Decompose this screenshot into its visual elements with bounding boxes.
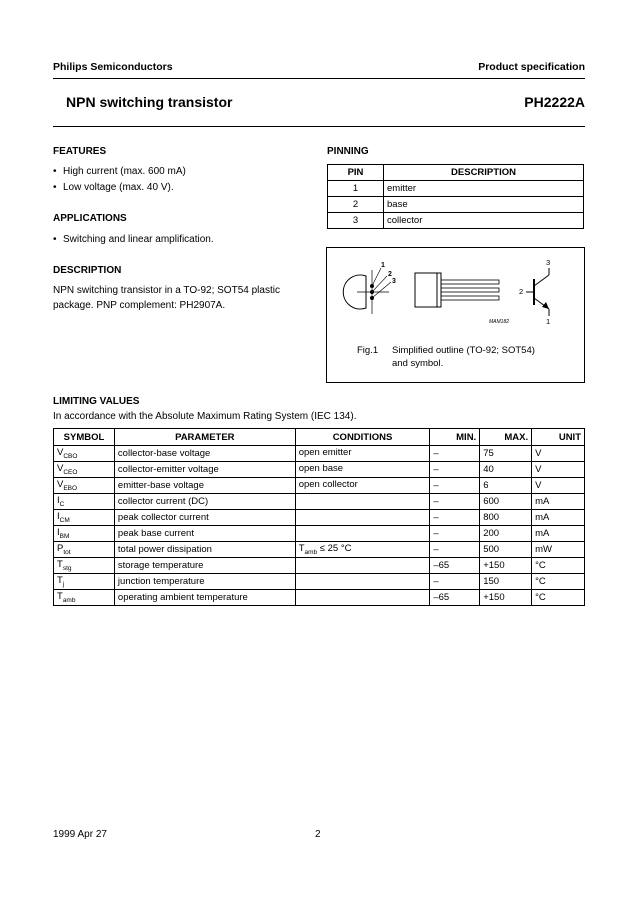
pin-label: 1	[381, 262, 385, 269]
parameter-cell: junction temperature	[114, 574, 295, 590]
parameter-cell: collector-base voltage	[114, 446, 295, 462]
symbol-letter: V	[57, 447, 64, 459]
features-heading: FEATURES	[53, 146, 107, 157]
parameter-cell: peak base current	[114, 526, 295, 542]
table-row	[54, 462, 585, 478]
parameter-cell: emitter-base voltage	[114, 478, 295, 494]
table-row	[328, 213, 584, 229]
condition-text: open collector	[298, 479, 358, 491]
unit-cell: °C	[532, 558, 585, 574]
package-flat	[437, 273, 441, 307]
unit-cell: °C	[532, 574, 585, 590]
symbol-cell	[54, 478, 115, 494]
parameter-cell: operating ambient temperature	[114, 590, 295, 606]
pin-number: 2	[328, 197, 384, 213]
unit-cell: mA	[532, 510, 585, 526]
condition-text: ≤ 25 °C	[317, 543, 352, 555]
min-cell: –	[430, 446, 480, 462]
table-row	[54, 494, 585, 510]
table-row	[54, 542, 585, 558]
symbol-letter: V	[57, 479, 64, 491]
parameter-cell: storage temperature	[114, 558, 295, 574]
symbol-cell	[54, 510, 115, 526]
symbol-letter: I	[57, 511, 60, 523]
min-column-header: MIN.	[430, 429, 480, 446]
symbol-subscript: BM	[59, 532, 70, 540]
condition-text: open emitter	[298, 447, 352, 459]
max-cell: 200	[480, 526, 532, 542]
conditions-cell	[295, 558, 430, 574]
application-item: • Switching and linear amplification.	[53, 234, 214, 245]
symbol-cell	[54, 590, 115, 606]
min-cell: –65	[430, 590, 480, 606]
parameter-cell: collector current (DC)	[114, 494, 295, 510]
figure-box	[326, 247, 585, 383]
conditions-cell	[295, 462, 430, 478]
symbol-subscript: CEO	[63, 468, 78, 476]
page-title: NPN switching transistor	[66, 94, 233, 110]
leader-line	[372, 282, 391, 298]
table-row	[328, 197, 584, 213]
part-number: PH2222A	[524, 94, 585, 110]
symbol-letter: I	[57, 495, 60, 507]
title-rule	[53, 126, 585, 127]
symbol-subscript: j	[62, 580, 65, 588]
conditions-cell	[295, 574, 430, 590]
pin-label: 3	[392, 278, 396, 285]
symbol-cell	[54, 574, 115, 590]
conditions-cell	[295, 478, 430, 494]
symbol-subscript: stg	[62, 564, 72, 572]
symbol-cell	[54, 494, 115, 510]
max-column-header: MAX.	[480, 429, 532, 446]
limiting-values-heading: LIMITING VALUES	[53, 396, 140, 407]
min-cell: –	[430, 494, 480, 510]
pinning-header-row	[328, 165, 584, 181]
conditions-cell	[295, 494, 430, 510]
symbol-subscript: C	[59, 500, 65, 508]
pin-number: 3	[328, 213, 384, 229]
table-row	[54, 510, 585, 526]
applications-heading: APPLICATIONS	[53, 213, 127, 224]
description-line: NPN switching transistor in a TO-92; SOT54 plastic	[53, 285, 280, 296]
max-cell: 800	[480, 510, 532, 526]
conditions-cell	[295, 526, 430, 542]
limiting-header-row	[54, 429, 585, 446]
page-number: 2	[315, 829, 321, 840]
lead	[441, 296, 499, 300]
symbol-letter: I	[57, 527, 60, 539]
pin-description: base	[384, 197, 584, 213]
feature-item: • High current (max. 600 mA)	[53, 166, 186, 177]
description-line: package. PNP complement: PH2907A.	[53, 300, 226, 311]
max-cell: 75	[480, 446, 532, 462]
min-cell: –	[430, 478, 480, 494]
unit-cell: mW	[532, 542, 585, 558]
symbol-letter: V	[57, 463, 64, 475]
figure-caption	[392, 344, 535, 370]
symbol-pin-label: 1	[546, 317, 551, 326]
table-row	[54, 590, 585, 606]
unit-cell: °C	[532, 590, 585, 606]
pin-description: emitter	[384, 181, 584, 197]
package-side-view	[415, 273, 437, 307]
symbol-pin-label: 3	[546, 258, 551, 267]
figure-caption-line: and symbol.	[392, 358, 444, 369]
table-row	[54, 478, 585, 494]
conditions-cell	[295, 446, 430, 462]
description-heading: DESCRIPTION	[53, 265, 122, 276]
symbol-letter: T	[57, 575, 63, 587]
conditions-cell	[295, 510, 430, 526]
table-row	[54, 446, 585, 462]
emitter-arrow-icon	[542, 302, 549, 309]
condition-text: open base	[298, 463, 344, 475]
symbol-pin-label: 2	[519, 287, 524, 296]
symbol-letter: T	[57, 559, 63, 571]
limiting-values-table	[53, 428, 585, 606]
limiting-values-subtitle: In accordance with the Absolute Maximum Rating System (IEC 134).	[53, 411, 357, 422]
footer-date: 1999 Apr 27	[53, 829, 107, 840]
conditions-column-header: CONDITIONS	[295, 429, 430, 446]
min-cell: –65	[430, 558, 480, 574]
max-cell: 150	[480, 574, 532, 590]
max-cell: +150	[480, 590, 532, 606]
parameter-cell: total power dissipation	[114, 542, 295, 558]
symbol-column-header: SYMBOL	[54, 429, 115, 446]
min-cell: –	[430, 510, 480, 526]
parameter-column-header: PARAMETER	[114, 429, 295, 446]
table-row	[328, 181, 584, 197]
symbol-subscript: tot	[63, 548, 71, 556]
condition-symbol: T	[298, 543, 305, 555]
pin-description: collector	[384, 213, 584, 229]
feature-item: • Low voltage (max. 40 V).	[53, 182, 174, 193]
conditions-cell	[295, 542, 430, 558]
unit-cell: mA	[532, 526, 585, 542]
leader-line	[372, 276, 387, 292]
symbol-cell	[54, 462, 115, 478]
collector-lead	[534, 275, 549, 286]
leader-line	[372, 268, 381, 286]
unit-cell: V	[532, 478, 585, 494]
parameter-cell: peak collector current	[114, 510, 295, 526]
table-row	[54, 558, 585, 574]
symbol-subscript: EBO	[63, 484, 78, 492]
symbol-letter: P	[57, 543, 64, 555]
description-text	[53, 283, 280, 313]
max-cell: 40	[480, 462, 532, 478]
figure-caption-line: Simplified outline (TO-92; SOT54)	[392, 345, 535, 356]
pin-number: 1	[328, 181, 384, 197]
symbol-subscript: CM	[59, 516, 70, 524]
unit-cell: V	[532, 446, 585, 462]
max-cell: 600	[480, 494, 532, 510]
lead	[441, 280, 499, 284]
symbol-cell	[54, 542, 115, 558]
lead	[441, 288, 499, 292]
figure-caption-number: Fig.1	[357, 345, 379, 356]
symbol-cell	[54, 558, 115, 574]
parameter-cell: collector-emitter voltage	[114, 462, 295, 478]
symbol-subscript: amb	[62, 596, 76, 604]
header-rule	[53, 78, 585, 79]
table-row	[54, 526, 585, 542]
max-cell: 6	[480, 478, 532, 494]
min-cell: –	[430, 542, 480, 558]
max-cell: +150	[480, 558, 532, 574]
pinning-heading: PINNING	[327, 146, 369, 157]
min-cell: –	[430, 462, 480, 478]
figure-code: MAM182	[489, 319, 510, 325]
symbol-letter: T	[57, 591, 63, 603]
unit-cell: V	[532, 462, 585, 478]
condition-subscript: amb	[304, 548, 318, 556]
company-name: Philips Semiconductors	[53, 61, 173, 73]
pin-column-header: PIN	[328, 165, 384, 181]
document-type: Product specification	[478, 61, 585, 73]
symbol-subscript: CBO	[63, 452, 78, 460]
min-cell: –	[430, 526, 480, 542]
pin-label: 2	[388, 271, 392, 278]
max-cell: 500	[480, 542, 532, 558]
unit-cell: mA	[532, 494, 585, 510]
unit-column-header: UNIT	[532, 429, 585, 446]
table-row	[54, 574, 585, 590]
symbol-cell	[54, 526, 115, 542]
min-cell: –	[430, 574, 480, 590]
pinning-table	[327, 164, 584, 229]
symbol-cell	[54, 446, 115, 462]
description-column-header: DESCRIPTION	[384, 165, 584, 181]
conditions-cell	[295, 590, 430, 606]
